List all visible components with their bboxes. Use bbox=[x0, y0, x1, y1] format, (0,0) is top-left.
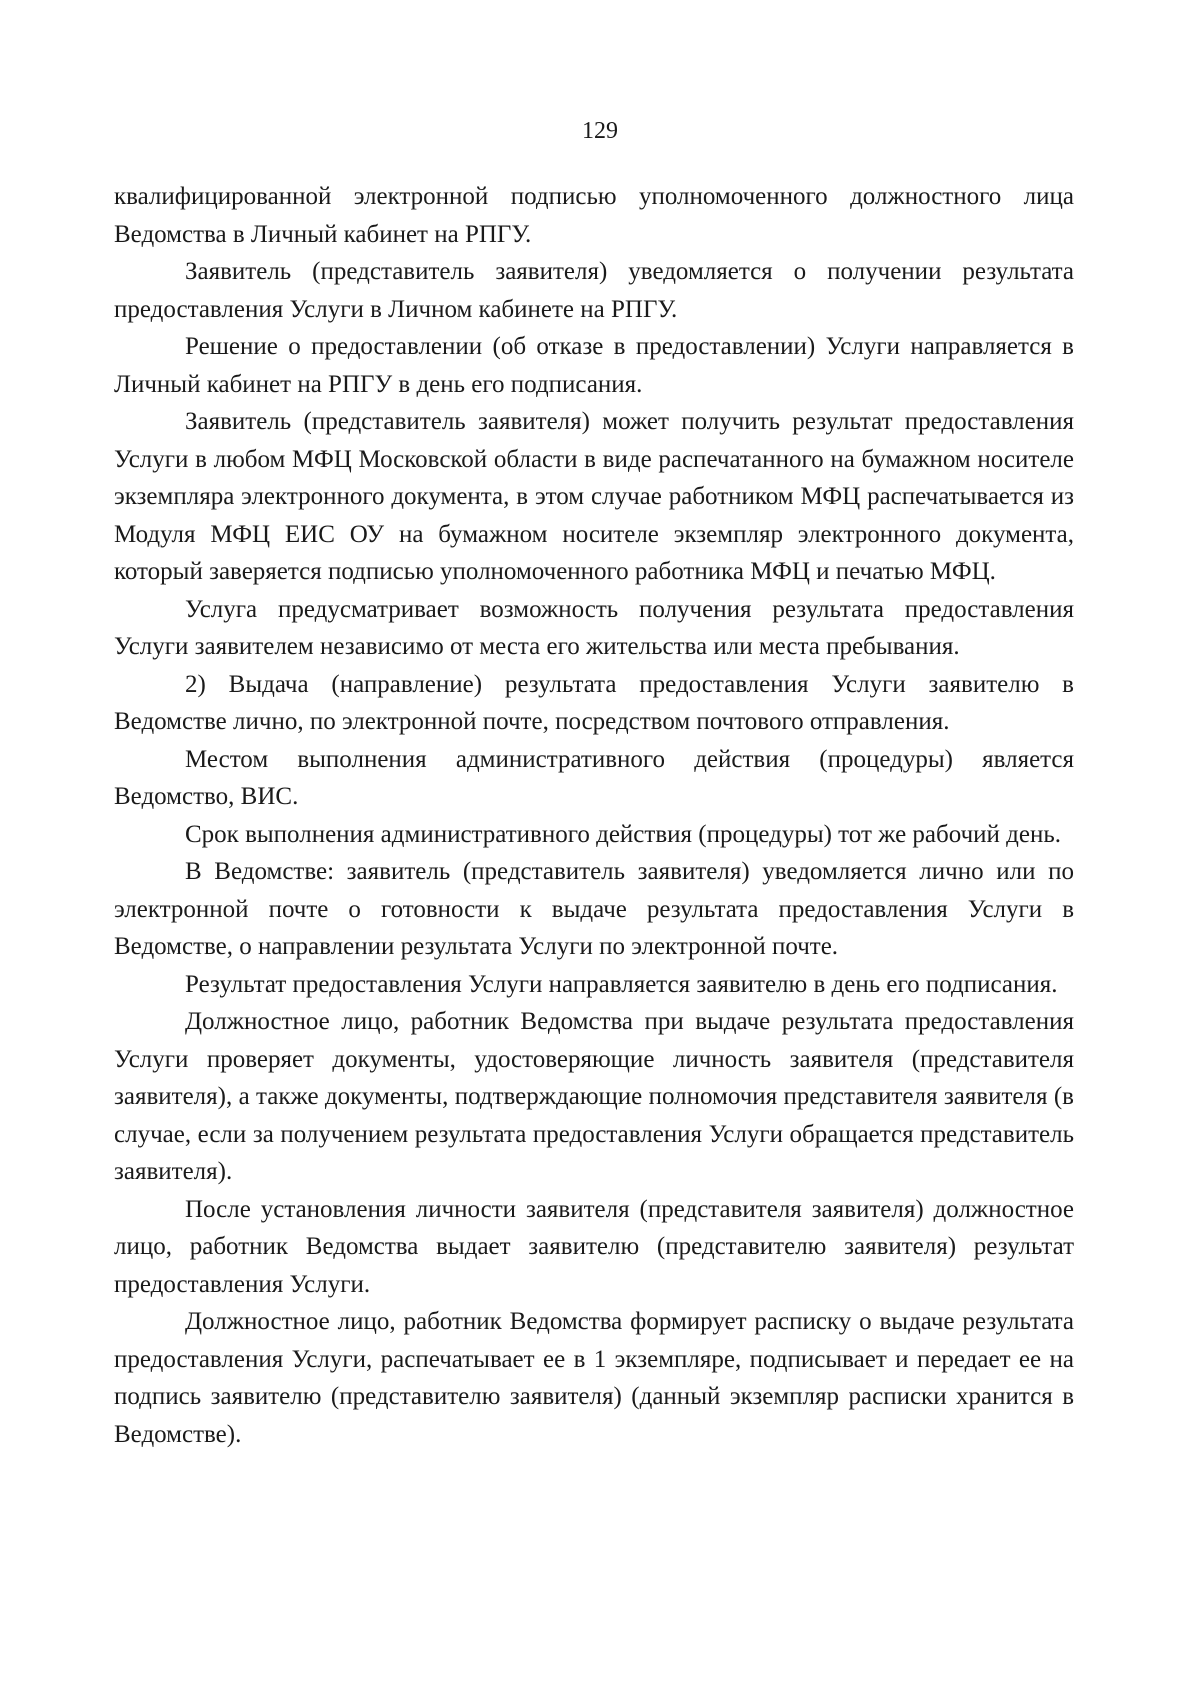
paragraph-agency-notification: В Ведомстве: заявитель (представитель заявителя) уведомляется лично или по электронной почте о готовности к выдаче результата предоставления Услуги в Ведомстве, о направлении результата Услуги по электронной почте. bbox=[114, 858, 1074, 960]
paragraph-mfc-result: Заявитель (представитель заявителя) может получить результат предоставления Услуги в любом МФЦ Московской области в виде распечатанного на бумажном носителе экземпляра электронного документа, в этом случае работником МФЦ распечатывается из Модуля МФЦ ЕИС ОУ на бумажном носителе экземпляр электронного документа, который заверяется подписью уполномоченного работника МФЦ и печатью МФЦ. bbox=[114, 408, 1074, 585]
paragraph-issuance-in-agency: 2) Выдача (направление) результата предоставления Услуги заявителю в Ведомстве лично, по электронной почте, посредством почтового отправления. bbox=[114, 670, 1074, 735]
paragraph-continuation: квалифицированной электронной подписью уполномоченного должностного лица Ведомства в Личный кабинет на РПГУ. bbox=[114, 183, 1074, 248]
paragraph-applicant-notified: Заявитель (представитель заявителя) уведомляется о получении результата предоставления Услуги в Личном кабинете на РПГУ. bbox=[114, 258, 1074, 323]
paragraph-receipt: Должностное лицо, работник Ведомства формирует расписку о выдаче результата предоставления Услуги, распечатывает ее в 1 экземпляре, подписывает и передает ее на подпись заявителю (представителю заявителя) (данный экземпляр расписки хранится в Ведомстве). bbox=[114, 1308, 1074, 1448]
paragraph-place-of-action: Местом выполнения административного действия (процедуры) является Ведомство, ВИС. bbox=[114, 745, 1074, 810]
paragraph-result-issued: После установления личности заявителя (представителя заявителя) должностное лицо, работник Ведомства выдает заявителю (представителю заявителя) результат предоставления Услуги. bbox=[114, 1195, 1074, 1298]
paragraph-term-of-action: Срок выполнения административного действия (процедуры) тот же рабочий день. bbox=[185, 820, 1062, 848]
page-number: 129 bbox=[582, 118, 618, 144]
paragraph-identity-check: Должностное лицо, работник Ведомства при выдаче результата предоставления Услуги проверяет документы, удостоверяющие личность заявителя (представителя заявителя), а также документы, подтверждающие полномочия представителя заявителя (в случае, если за получением результата предоставления Услуги обращается представитель заявителя). bbox=[114, 1008, 1074, 1185]
paragraph-result-sent: Результат предоставления Услуги направляется заявителю в день его подписания. bbox=[185, 970, 1058, 998]
paragraph-decision-sent: Решение о предоставлении (об отказе в предоставлении) Услуги направляется в Личный кабинет на РПГУ в день его подписания. bbox=[114, 333, 1074, 398]
paragraph-extraterritorial: Услуга предусматривает возможность получения результата предоставления Услуги заявителем независимо от места его жительства или места пребывания. bbox=[114, 595, 1074, 660]
document-body bbox=[114, 178, 1074, 1453]
